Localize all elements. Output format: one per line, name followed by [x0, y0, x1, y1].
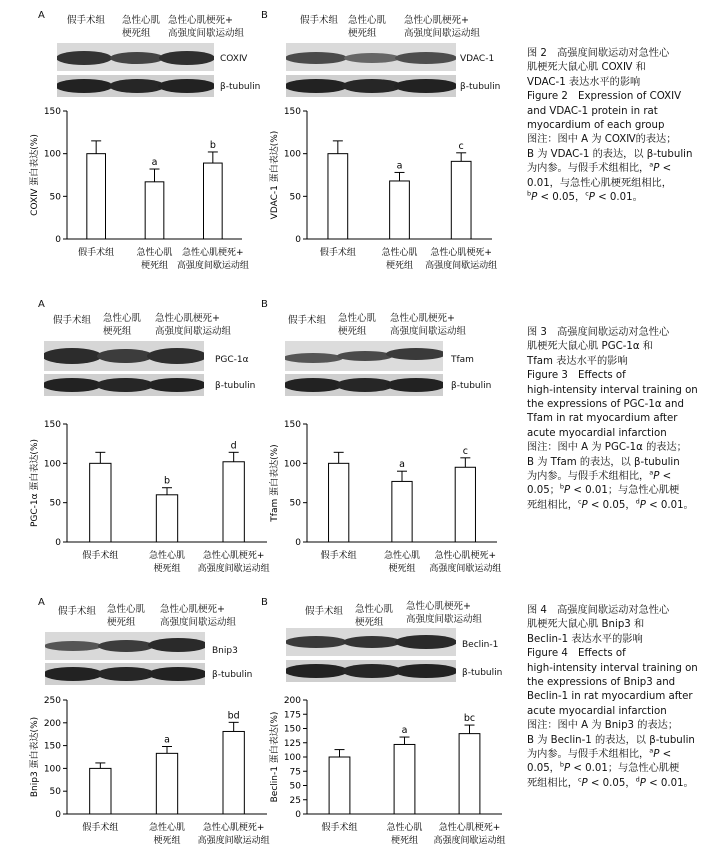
y-tick-label: 50 [289, 781, 301, 792]
y-axis-label: COXⅣ 蛋白表达(%) [30, 134, 40, 216]
bar [329, 463, 349, 542]
caption-line: 0.05，$^b$P < 0.01；与急性心肌梗 [527, 761, 680, 775]
caption-line: high-intensity interval training on [527, 662, 698, 674]
caption-line: Figure 2 Expression of COXIV [527, 91, 682, 103]
figure-caption [527, 604, 705, 791]
caption-line: Beclin-1 in rat myocardium after [527, 691, 693, 703]
x-tick-label: 急性心肌 [383, 551, 421, 561]
caption-line: the expressions of PGC-1α and [527, 399, 684, 411]
caption-line: 死组相比，$^c$P < 0.05，$^d$P < 0.01。 [527, 497, 694, 511]
western-blot-band [44, 341, 204, 371]
bar [156, 495, 177, 542]
x-tick-label: 急性心肌梗死+ [202, 823, 265, 833]
group-header-hiit-2: 高强度间歇运动组 [160, 617, 237, 628]
y-tick-label: 150 [43, 741, 61, 752]
y-tick-label: 250 [43, 696, 61, 706]
caption-line: 为内参。与假手术组相比，$^a$P < [527, 468, 672, 483]
caption-line: 图 2 高强度间歇运动对急性心 [527, 48, 670, 59]
group-header-sham: 假手术组 [58, 606, 97, 617]
significance-label: b [163, 475, 171, 487]
bar [451, 161, 471, 239]
caption-line: B 为 Tfam 的表达，以 β-tubulin [527, 456, 680, 468]
x-tick-label: 急性心肌 [381, 248, 418, 258]
group-header-sham: 假手术组 [305, 606, 344, 617]
panel-label: B [261, 10, 268, 21]
western-blot-band [286, 43, 456, 71]
group-header-ami-2: 梗死组 [122, 28, 151, 39]
western-blot-band [44, 374, 204, 396]
y-tick-label: 0 [55, 538, 61, 548]
group-header-hiit-1: 急性心肌梗死+ [160, 604, 225, 615]
figure-caption [527, 47, 705, 205]
caption-line: 死组相比，$^c$P < 0.05，$^d$P < 0.01。 [527, 775, 694, 789]
blot-label-tubulin: β-tubulin [462, 668, 503, 678]
group-header-ami-1: 急性心肌 [122, 15, 161, 26]
caption-line: 为内参。与假手术组相比，$^a$P < [527, 746, 672, 761]
bar [156, 753, 177, 814]
x-tick-label: 梗死组 [140, 261, 169, 271]
significance-label: c [458, 140, 464, 152]
x-tick-label: 高强度间歇运动组 [197, 836, 270, 846]
y-tick-label: 150 [283, 107, 301, 117]
western-blot-band [45, 632, 205, 660]
caption-line: B 为 VDAC-1 的表达，以 β-tubulin [527, 148, 693, 160]
y-axis-label: Bnip3 蛋白表达(%) [30, 716, 40, 798]
significance-label: a [401, 725, 408, 737]
group-header-hiit-1: 急性心肌梗死+ [406, 601, 471, 612]
y-tick-label: 200 [43, 718, 61, 729]
western-blot-band [286, 628, 456, 656]
y-tick-label: 150 [43, 107, 61, 117]
blot-label-tubulin: β-tubulin [212, 670, 253, 680]
significance-label: bc [463, 713, 476, 725]
y-tick-label: 50 [49, 787, 61, 798]
x-tick-label: 梗死组 [153, 564, 181, 574]
group-header-ami-1: 急性心肌 [107, 604, 146, 615]
x-tick-label: 高强度间歇运动组 [429, 564, 502, 574]
bar [90, 463, 111, 542]
y-tick-label: 25 [289, 795, 301, 806]
y-tick-label: 0 [55, 235, 61, 245]
group-header-sham: 假手术组 [288, 315, 327, 326]
y-tick-label: 50 [289, 192, 301, 203]
x-tick-label: 急性心肌 [148, 551, 186, 561]
y-tick-label: 75 [289, 767, 301, 778]
blot-label-target: Tfam [451, 355, 474, 365]
y-axis-label: Tfam 蛋白表达(%) [270, 444, 280, 522]
y-tick-label: 100 [283, 459, 301, 470]
x-tick-label: 假手术组 [78, 248, 115, 258]
caption-line: acute myocardial infarction [527, 705, 667, 717]
caption-line: 图注：图中 A 为 Bnip3 的表达； [527, 720, 679, 732]
bar-chart [25, 692, 275, 858]
bar [455, 467, 475, 542]
x-tick-label: 梗死组 [390, 836, 419, 846]
group-header-hiit-2: 高强度间歇运动组 [406, 614, 483, 625]
x-tick-label: 梗死组 [388, 564, 416, 574]
y-tick-label: 125 [283, 738, 301, 749]
figure-caption [527, 326, 705, 513]
bar [223, 731, 244, 814]
significance-label: d [230, 440, 237, 452]
x-tick-label: 假手术组 [82, 823, 119, 833]
bar-chart [265, 692, 510, 858]
x-tick-label: 急性心肌梗死+ [182, 248, 244, 258]
bar [392, 481, 412, 542]
x-tick-label: 急性心肌梗死+ [202, 551, 265, 561]
panel-label: B [261, 597, 268, 608]
y-tick-label: 0 [295, 235, 301, 245]
caption-line: Tfam 表达水平的影响 [527, 355, 628, 367]
x-tick-label: 急性心肌梗死+ [434, 551, 497, 561]
x-tick-label: 假手术组 [321, 823, 358, 833]
panel-label: A [38, 299, 45, 310]
bar [90, 768, 111, 814]
x-tick-label: 高强度间歇运动组 [197, 564, 270, 574]
group-header-hiit-1: 急性心肌梗死+ [404, 15, 469, 26]
caption-line: 肌梗死大鼠心肌 PGC-1α 和 [527, 341, 653, 353]
group-header-ami-2: 梗死组 [107, 617, 136, 628]
x-tick-label: 急性心肌梗死+ [430, 248, 492, 258]
x-tick-label: 急性心肌 [136, 248, 173, 258]
group-header-ami-1: 急性心肌 [348, 15, 387, 26]
group-header-hiit-2: 高强度间歇运动组 [155, 326, 232, 337]
caption-line: Tfam in rat myocardium after [527, 413, 678, 425]
y-tick-label: 50 [49, 192, 61, 203]
x-tick-label: 假手术组 [320, 551, 357, 561]
caption-line: high-intensity interval training on [527, 384, 698, 396]
x-tick-label: 假手术组 [319, 248, 356, 258]
western-blot-band [57, 75, 214, 97]
x-tick-label: 高强度间歇运动组 [425, 261, 498, 271]
caption-line: Figure 3 Effects of [527, 370, 626, 382]
group-header-ami-1: 急性心肌 [103, 313, 142, 324]
group-header-hiit-1: 急性心肌梗死+ [390, 313, 455, 324]
blot-label-tubulin: β-tubulin [460, 82, 501, 92]
y-tick-label: 0 [55, 810, 61, 820]
x-tick-label: 高强度间歇运动组 [176, 261, 249, 271]
western-blot-band [285, 374, 443, 396]
significance-label: b [209, 139, 216, 151]
blot-label-target: VDAC-1 [460, 54, 495, 64]
caption-line: myocardium of each group [527, 120, 665, 132]
y-tick-label: 100 [283, 753, 301, 763]
y-tick-label: 0 [295, 538, 301, 548]
y-tick-label: 100 [283, 149, 301, 160]
group-header-sham: 假手术组 [300, 15, 339, 26]
caption-line: 肌梗死大鼠心肌 COXⅣ 和 [527, 62, 646, 74]
western-blot-band [45, 663, 205, 685]
group-header-ami-2: 梗死组 [103, 326, 132, 337]
panel-label: B [261, 299, 268, 310]
significance-label: a [151, 157, 158, 169]
blot-label-tubulin: β-tubulin [215, 381, 256, 391]
group-header-ami-2: 梗死组 [338, 326, 367, 337]
y-tick-label: 50 [49, 498, 61, 509]
x-tick-label: 急性心肌 [148, 823, 186, 833]
y-axis-label: PGC-1α 蛋白表达(%) [30, 438, 40, 528]
significance-label: a [164, 734, 170, 746]
x-tick-label: 梗死组 [153, 836, 181, 846]
x-tick-label: 高强度间歇运动组 [433, 836, 506, 846]
caption-line: 图 4 高强度间歇运动对急性心 [527, 605, 670, 616]
group-header-ami-1: 急性心肌 [355, 604, 394, 615]
bar [204, 163, 223, 239]
y-tick-label: 150 [283, 420, 301, 430]
x-tick-label: 急性心肌 [386, 823, 423, 833]
bar [87, 154, 106, 239]
group-header-hiit-1: 急性心肌梗死+ [155, 313, 220, 324]
caption-line: 图注：图中 A 为 COXⅣ的表达； [527, 134, 677, 146]
group-header-ami-2: 梗死组 [355, 617, 384, 628]
bar [223, 462, 244, 542]
blot-label-target: PGC-1α [215, 355, 249, 365]
blot-label-tubulin: β-tubulin [451, 381, 492, 391]
bar [390, 181, 410, 239]
bar-chart [265, 103, 500, 283]
group-header-hiit-2: 高强度间歇运动组 [390, 326, 467, 337]
y-axis-label: Beclin-1 蛋白表达(%) [270, 711, 280, 803]
y-tick-label: 100 [43, 459, 61, 470]
x-tick-label: 梗死组 [385, 261, 414, 271]
x-tick-label: 急性心肌梗死+ [438, 823, 501, 833]
y-tick-label: 0 [295, 810, 301, 820]
bar [145, 182, 164, 239]
group-header-sham: 假手术组 [67, 15, 106, 26]
caption-line: and VDAC-1 protein in rat [527, 105, 658, 117]
y-tick-label: 150 [283, 724, 301, 735]
caption-line: 图 3 高强度间歇运动对急性心 [527, 327, 670, 338]
caption-line: $^b$P < 0.05，$^c$P < 0.01。 [527, 189, 643, 204]
group-header-hiit-2: 高强度间歇运动组 [168, 28, 245, 39]
bar-chart [25, 103, 250, 283]
y-axis-label: VDAC-1 蛋白表达(%) [270, 130, 280, 220]
caption-line: 0.01，与急性心肌梗死组相比， [527, 177, 672, 189]
bar [328, 154, 348, 239]
bar [459, 734, 480, 814]
x-tick-label: 假手术组 [82, 551, 119, 561]
bar [394, 744, 415, 814]
group-header-hiit-1: 急性心肌梗死+ [168, 15, 233, 26]
significance-label: a [399, 459, 405, 471]
western-blot-band [286, 660, 456, 682]
group-header-hiit-2: 高强度间歇运动组 [404, 28, 481, 39]
bar-chart [265, 416, 505, 586]
blot-label-tubulin: β-tubulin [220, 82, 261, 92]
western-blot-band [285, 341, 443, 371]
significance-label: a [396, 160, 403, 172]
caption-line: Beclin-1 表达水平的影响 [527, 633, 643, 645]
caption-line: B 为 Beclin-1 的表达，以 β-tubulin [527, 734, 695, 746]
y-tick-label: 50 [289, 498, 301, 509]
bar [329, 757, 350, 814]
caption-line: 肌梗死大鼠心肌 Bnip3 和 [527, 619, 645, 631]
y-tick-label: 100 [43, 149, 61, 160]
panel-label: A [38, 10, 45, 21]
panel-label: A [38, 597, 45, 608]
y-tick-label: 200 [283, 696, 301, 706]
caption-line: 0.05；$^b$P < 0.01；与急性心肌梗 [527, 483, 680, 497]
western-blot-band [286, 75, 456, 97]
caption-line: the expressions of Bnip3 and [527, 677, 676, 689]
y-tick-label: 175 [283, 710, 301, 721]
caption-line: VDAC-1 表达水平的影响 [527, 76, 641, 88]
y-tick-label: 100 [43, 764, 61, 775]
significance-label: c [462, 445, 468, 457]
group-header-ami-2: 梗死组 [348, 28, 377, 39]
caption-line: acute myocardial infarction [527, 427, 667, 439]
caption-line: Figure 4 Effects of [527, 648, 626, 660]
blot-label-target: Beclin-1 [462, 640, 499, 650]
blot-label-target: Bnip3 [212, 646, 238, 656]
significance-label: bd [227, 710, 240, 722]
bar-chart [25, 416, 275, 586]
caption-line: 图注：图中 A 为 PGC-1α 的表达； [527, 442, 687, 454]
group-header-ami-1: 急性心肌 [338, 313, 377, 324]
caption-line: 为内参。与假手术组相比，$^a$P < [527, 160, 672, 175]
y-tick-label: 150 [43, 420, 61, 430]
blot-label-target: COXⅣ [220, 54, 248, 64]
western-blot-band [57, 43, 214, 71]
group-header-sham: 假手术组 [53, 315, 92, 326]
